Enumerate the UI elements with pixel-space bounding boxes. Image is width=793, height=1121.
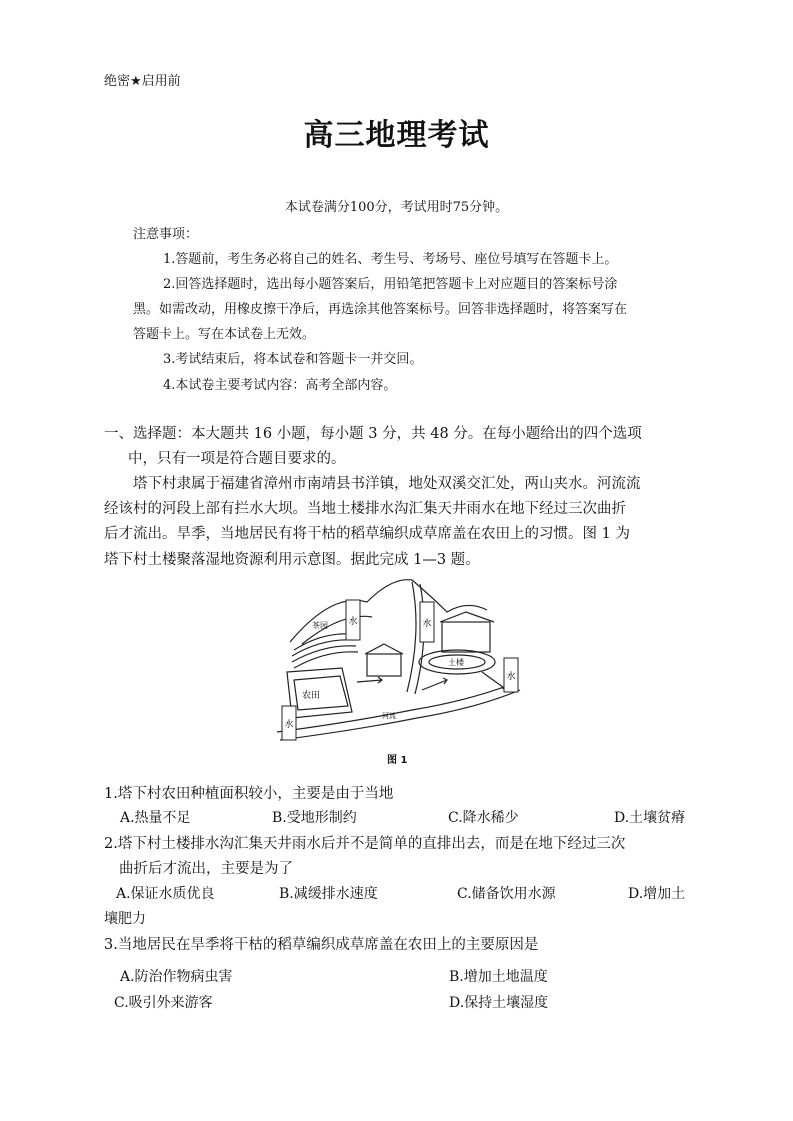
option-a: A.保证水质优良 [116,886,215,902]
question-stem: 2.塔下村土楼排水沟汇集天井雨水后并不是简单的直排出去，而是在地下经过三次 [104,836,626,852]
notes-line: 黑。如需改动，用橡皮擦干净后，再选涂其他答案标号。回答非选择题时，将答案写在 [133,302,628,317]
section-heading: 中，只有一项是符合题目要求的。 [128,451,346,467]
label-river: 河流 [382,712,396,720]
label-tulou: 土楼 [448,658,464,667]
section-heading: 一、选择题：本大题共 16 小题，每小题 3 分，共 48 分。在每小题给出的四个选项 [104,426,642,442]
notes-line: 答题卡上。写在本试卷上无效。 [133,327,316,342]
option-b: B.减缓排水速度 [279,886,378,902]
option-a: A.热量不足 [120,810,191,826]
notes-line: 4.本试卷主要考试内容：高考全部内容。 [163,378,397,393]
passage-line: 塔下村土楼聚落湿地资源利用示意图。据此完成 1—3 题。 [104,552,480,568]
question-stem: 1.塔下村农田种植面积较小，主要是由于当地 [104,786,394,802]
question-stem: 3.当地居民在旱季将干枯的稻草编织成草席盖在农田上的主要原因是 [104,937,539,953]
label-water: 水 [422,619,432,629]
mountain-ridge [290,580,487,642]
figure-1-illustration [272,572,522,744]
tulou-building [442,622,490,652]
notes-line: 2.回答选择题时，选出每小题答案后，用铅笔把答题卡上对应题目的答案标号涂 [163,277,618,292]
option-a: A.防治作物病虫害 [120,969,233,985]
secret-label: 绝密★启用前 [104,74,181,89]
option-d: D.土壤贫瘠 [614,810,686,826]
passage-line: 后才流出。旱季，当地居民有将干枯的稻草编织成草席盖在农田上的习惯。图 1 为 [104,526,630,542]
option-d: D.增加土 [628,886,686,902]
passage-line: 塔下村隶属于福建省漳州市南靖县书洋镇，地处双溪交汇处，两山夹水。河流流 [133,476,641,492]
option-b: B.增加土地温度 [449,969,548,985]
notes-heading: 注意事项： [133,227,199,242]
page-title: 高三地理考试 [303,118,490,153]
exam-subtitle: 本试卷满分100分，考试用时75分钟。 [284,200,509,215]
question-stem: 曲折后才流出，主要是为了 [119,861,293,877]
figure-caption: 图 1 [387,755,408,766]
option-d-wrap: 壤肥力 [104,911,146,927]
option-c: C.吸引外来游客 [114,995,213,1011]
option-c: C.降水稀少 [448,810,519,826]
label-water: 水 [348,617,358,627]
label-farm: 农田 [302,691,321,701]
label-tea-garden: 茶园 [312,621,328,630]
label-water: 水 [506,672,516,682]
river-line [277,682,517,732]
notes-line: 1.答题前，考生务必将自己的姓名、考生号、考场号、座位号填写在答题卡上。 [163,252,618,267]
passage-line: 经该村的河段上部有拦水大坝。当地土楼排水沟汇集天井雨水在地下经过三次曲折 [104,501,626,517]
label-water: 水 [284,720,294,730]
option-d: D.保持土壤湿度 [449,995,549,1011]
option-c: C.储备饮用水源 [457,886,556,902]
notes-line: 3.考试结束后，将本试卷和答题卡一并交回。 [163,352,423,367]
option-b: B.受地形制约 [272,810,357,826]
